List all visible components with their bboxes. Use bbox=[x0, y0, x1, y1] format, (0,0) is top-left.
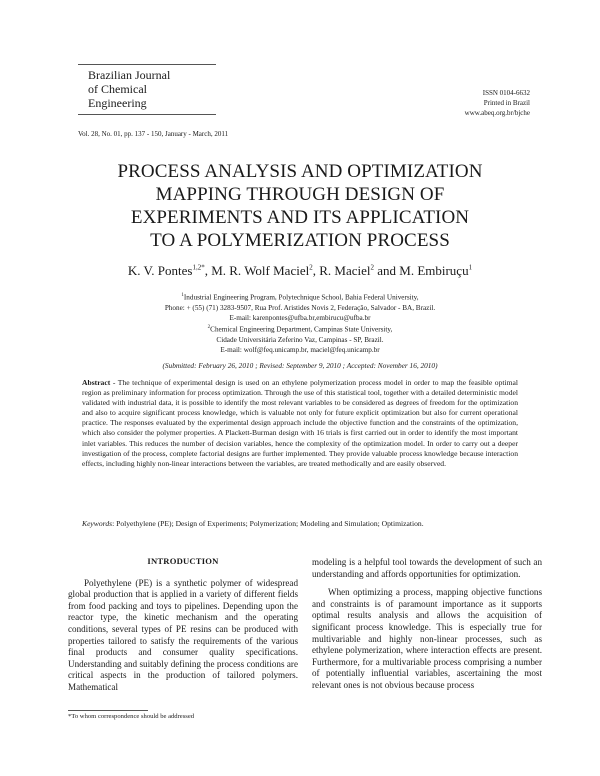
footnote-rule bbox=[68, 710, 148, 711]
printed-in: Printed in Brazil bbox=[483, 99, 530, 107]
journal-bottom-rule bbox=[78, 114, 216, 115]
author-1-sup: 1,2* bbox=[192, 263, 205, 272]
affiliation-2-line2: Cidade Universitária Zeferino Vaz, Campinas - SP, Brazil. bbox=[216, 335, 384, 344]
affiliation-2-line1 bbox=[60, 323, 540, 335]
affiliation-1-line1 bbox=[60, 291, 540, 303]
right-column bbox=[312, 557, 542, 692]
keywords bbox=[82, 519, 518, 529]
issn-block bbox=[370, 88, 530, 118]
journal-name-line1: Brazilian Journal bbox=[88, 68, 171, 82]
journal-name-line2: of Chemical bbox=[88, 82, 147, 96]
footnote: *To whom correspondence should be addressed bbox=[68, 713, 195, 720]
abstract bbox=[82, 378, 518, 469]
author-2: , M. R. Wolf Maciel bbox=[204, 263, 310, 278]
left-column bbox=[68, 556, 298, 694]
introduction-heading: INTRODUCTION bbox=[147, 556, 219, 566]
author-3: , R. Maciel bbox=[312, 263, 371, 278]
affiliation-1-sup: 1 bbox=[181, 293, 184, 298]
author-1: K. V. Pontes bbox=[127, 263, 193, 278]
author-2-sup: 2 bbox=[309, 263, 313, 272]
title-line4: TO A POLYMERIZATION PROCESS bbox=[150, 230, 450, 251]
authors bbox=[60, 263, 540, 279]
author-3-sup: 2 bbox=[370, 263, 374, 272]
submission-dates: (Submitted: February 26, 2010 ; Revised: September 9, 2010 ; Accepted: November 16, 2010) bbox=[162, 361, 438, 370]
journal-name bbox=[88, 68, 218, 110]
author-4-sup: 1 bbox=[468, 263, 473, 272]
title-line1: PROCESS ANALYSIS AND OPTIMIZATION bbox=[117, 161, 483, 182]
affiliation-1-text: Industrial Engineering Program, Polytechnique School, Bahia Federal University, bbox=[183, 293, 419, 302]
journal-top-rule bbox=[78, 64, 216, 65]
title-line2: MAPPING THROUGH DESIGN OF bbox=[155, 184, 445, 205]
title-line3: EXPERIMENTS AND ITS APPLICATION bbox=[130, 207, 470, 228]
intro-paragraph-1: Polyethylene (PE) is a synthetic polymer of widespread global production that is applied in a variety of different fields from food packing and toys to pipelines. Depending upon the reactor type, the kinetic mechanism and the operating conditions, several types of PE resins can be produced with properties tailored to satisfy the requirements of the various final products and consumer quality specifications. Understanding and suitably defining the process conditions are critical aspects in the production of tailored polymers. Mathematical bbox=[68, 577, 298, 692]
paper-title bbox=[60, 160, 540, 252]
affiliation-2-sup: 2 bbox=[207, 325, 211, 330]
journal-url: www.abeq.org.br/bjche bbox=[464, 109, 530, 117]
intro-paragraph-2: When optimizing a process, mapping objective functions and constraints is of paramount importance as it supports optimal results analysis and allows the acquisition of significant process knowledge. This is especially true for multivariable and highly non-linear processes, such as ethylene polymerization, where interaction effects are present. Furthermore, for a multivariable process comprising a number of potentially influential variables, ascertaining the most relevant ones is not obvious because process bbox=[312, 587, 542, 690]
journal-name-line3: Engineering bbox=[88, 96, 147, 110]
affiliations bbox=[60, 291, 540, 355]
volume-line: Vol. 28, No. 01, pp. 137 - 150, January - March, 2011 bbox=[78, 130, 229, 138]
abstract-text: - The technique of experimental design is used on an ethylene polymerization process model in order to map the feasible optimal region as preliminary information for process optimization. Through the use of this statistical tool, together with a detailed deterministic model validated with industrial data, it is possible to identify the most relevant variables to be considered as degrees of freedom for the optimization and also to acquire significant process knowledge, which is valuable not only for future explicit optimization but also for current operational practice. The responses evaluated by the experimental design approach include the objective function and the constraints of the optimization, which also consider the polymer properties. A Plackett-Burman design with 16 trials is first carried out in order to identify the most important inlet variables. This reduces the number of decision variables, hence the complexity of the optimization model. In order to carry out a deeper investigation of the process, complete factorial designs are further implemented. They provide valuable process knowledge because interaction effects, including highly non-linear interactions between the variables, are treated methodically and are easily observed. bbox=[82, 378, 518, 468]
affiliation-1-line2: Phone: + (55) (71) 3283-9507, Rua Prof. Aristides Novis 2, Federação, Salvador - BA, Brazil. bbox=[164, 303, 436, 312]
author-4: and M. Embiruçu bbox=[373, 263, 469, 278]
issn-number: ISSN 0104-6632 bbox=[482, 89, 530, 97]
abstract-label: Abstract bbox=[82, 378, 111, 387]
affiliation-2-text: Chemical Engineering Department, Campinas State University, bbox=[210, 325, 393, 334]
affiliation-1-email: E-mail: karenpontes@ufba.br,embirucu@ufba.br bbox=[229, 313, 371, 322]
keywords-label: Keywords bbox=[82, 519, 113, 528]
keywords-text: : Polyethylene (PE); Design of Experiments; Polymerization; Modeling and Simulation; Optimization. bbox=[112, 519, 424, 528]
affiliation-2-email: E-mail: wolf@feq.unicamp.br, maciel@feq.unicamp.br bbox=[220, 345, 380, 354]
intro-paragraph-1-continued: modeling is a helpful tool towards the development of such an understanding and affords opportunities for optimization. bbox=[312, 557, 542, 579]
